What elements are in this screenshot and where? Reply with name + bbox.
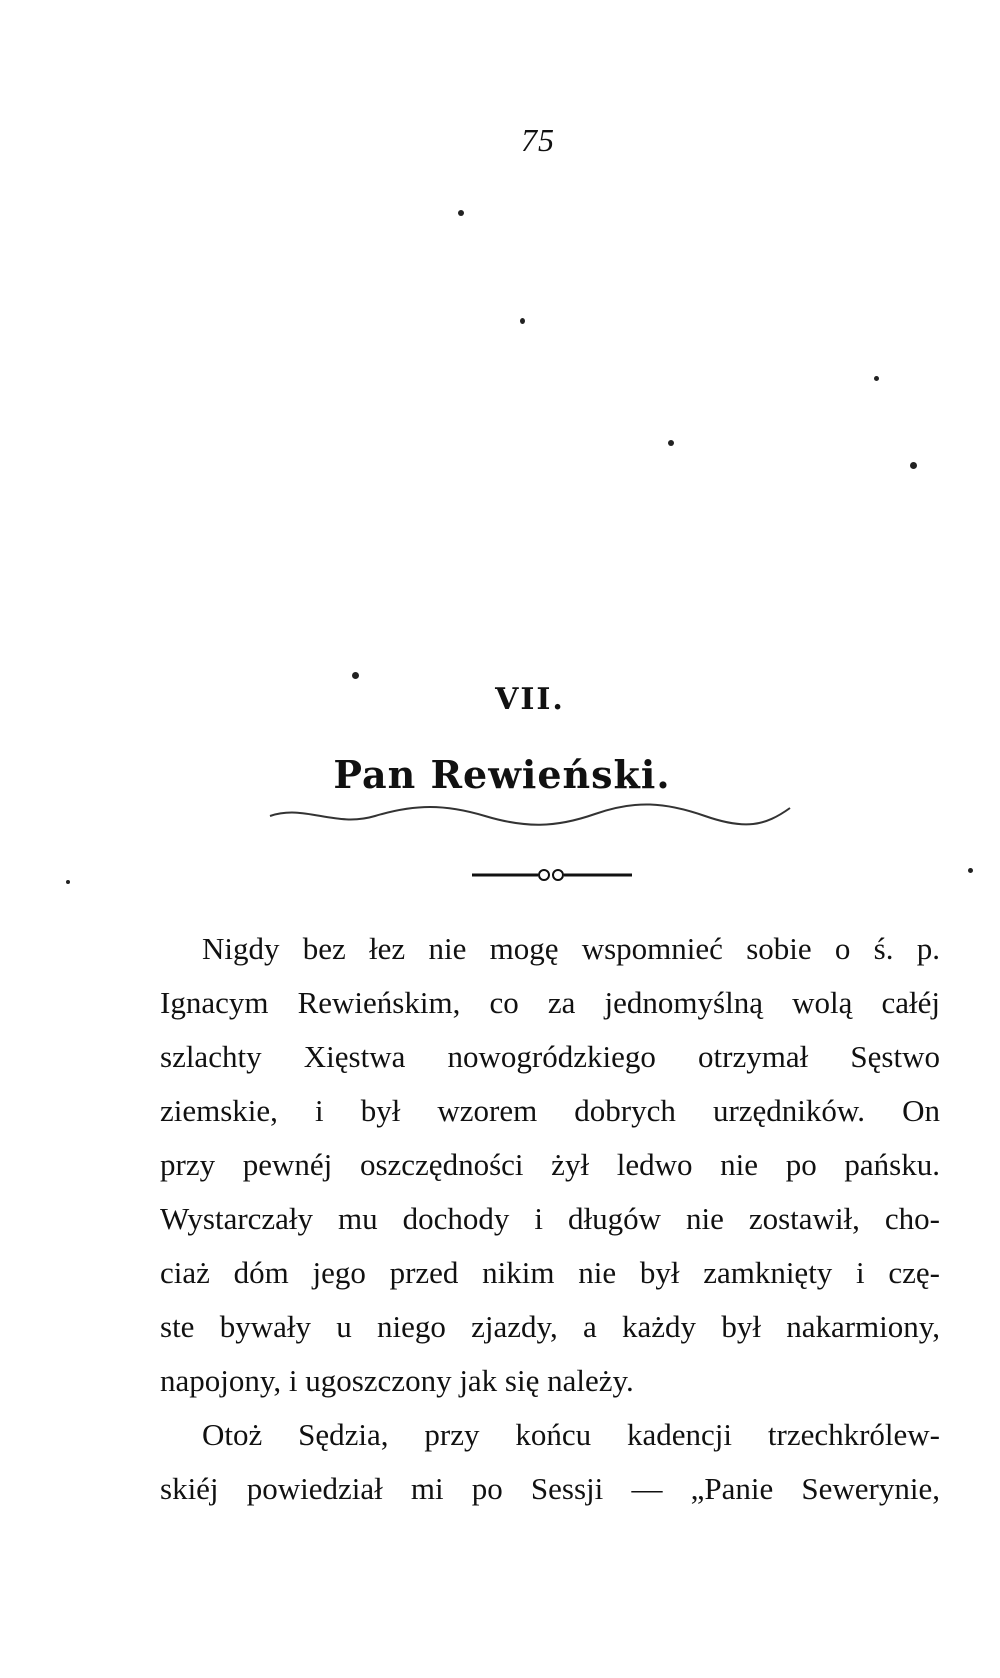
text-line: Nigdy bez łez nie mogę wspomnieć sobie o ś. p. [202, 931, 940, 966]
text-line: napojony, i ugoszczony jak się należy. [160, 1363, 634, 1398]
scan-speck [352, 672, 359, 679]
scan-speck [910, 462, 917, 469]
scan-speck [66, 880, 70, 884]
text-line: Otoż Sędzia, przy końcu kadencji trzechkrólew- [202, 1417, 940, 1452]
body-text [160, 922, 940, 1516]
chapter-number: VII. [495, 682, 565, 717]
text-line: przy pewnéj oszczędności żył ledwo nie po pańsku. [160, 1147, 940, 1182]
text-line: Ignacym Rewieńskim, co za jednomyślną wolą całéj [160, 985, 940, 1020]
scan-speck [668, 440, 674, 446]
text-line: ziemskie, i był wzorem dobrych urzędników. On [160, 1093, 940, 1128]
text-line: ste bywały u niego zjazdy, a każdy był nakarmiony, [160, 1309, 940, 1344]
text-line: ciaż dóm jego przed nikim nie był zamknięty i czę- [160, 1255, 940, 1290]
text-line: skiéj powiedział mi po Sessji — „Panie Sewerynie, [160, 1471, 940, 1506]
scan-speck [968, 868, 973, 873]
scan-speck [520, 318, 525, 324]
text-line: szlachty Xięstwa nowogródzkiego otrzymał Sęstwo [160, 1039, 940, 1074]
chapter-title: Pan Rewieński. [333, 752, 671, 797]
scan-speck [458, 210, 464, 216]
page-number: 75 [521, 122, 555, 158]
decorative-flourish [265, 800, 795, 828]
text-line: Wystarczały mu dochody i długów nie zostawił, cho- [160, 1201, 940, 1236]
scan-speck [874, 376, 879, 381]
ornamental-divider [472, 866, 632, 884]
